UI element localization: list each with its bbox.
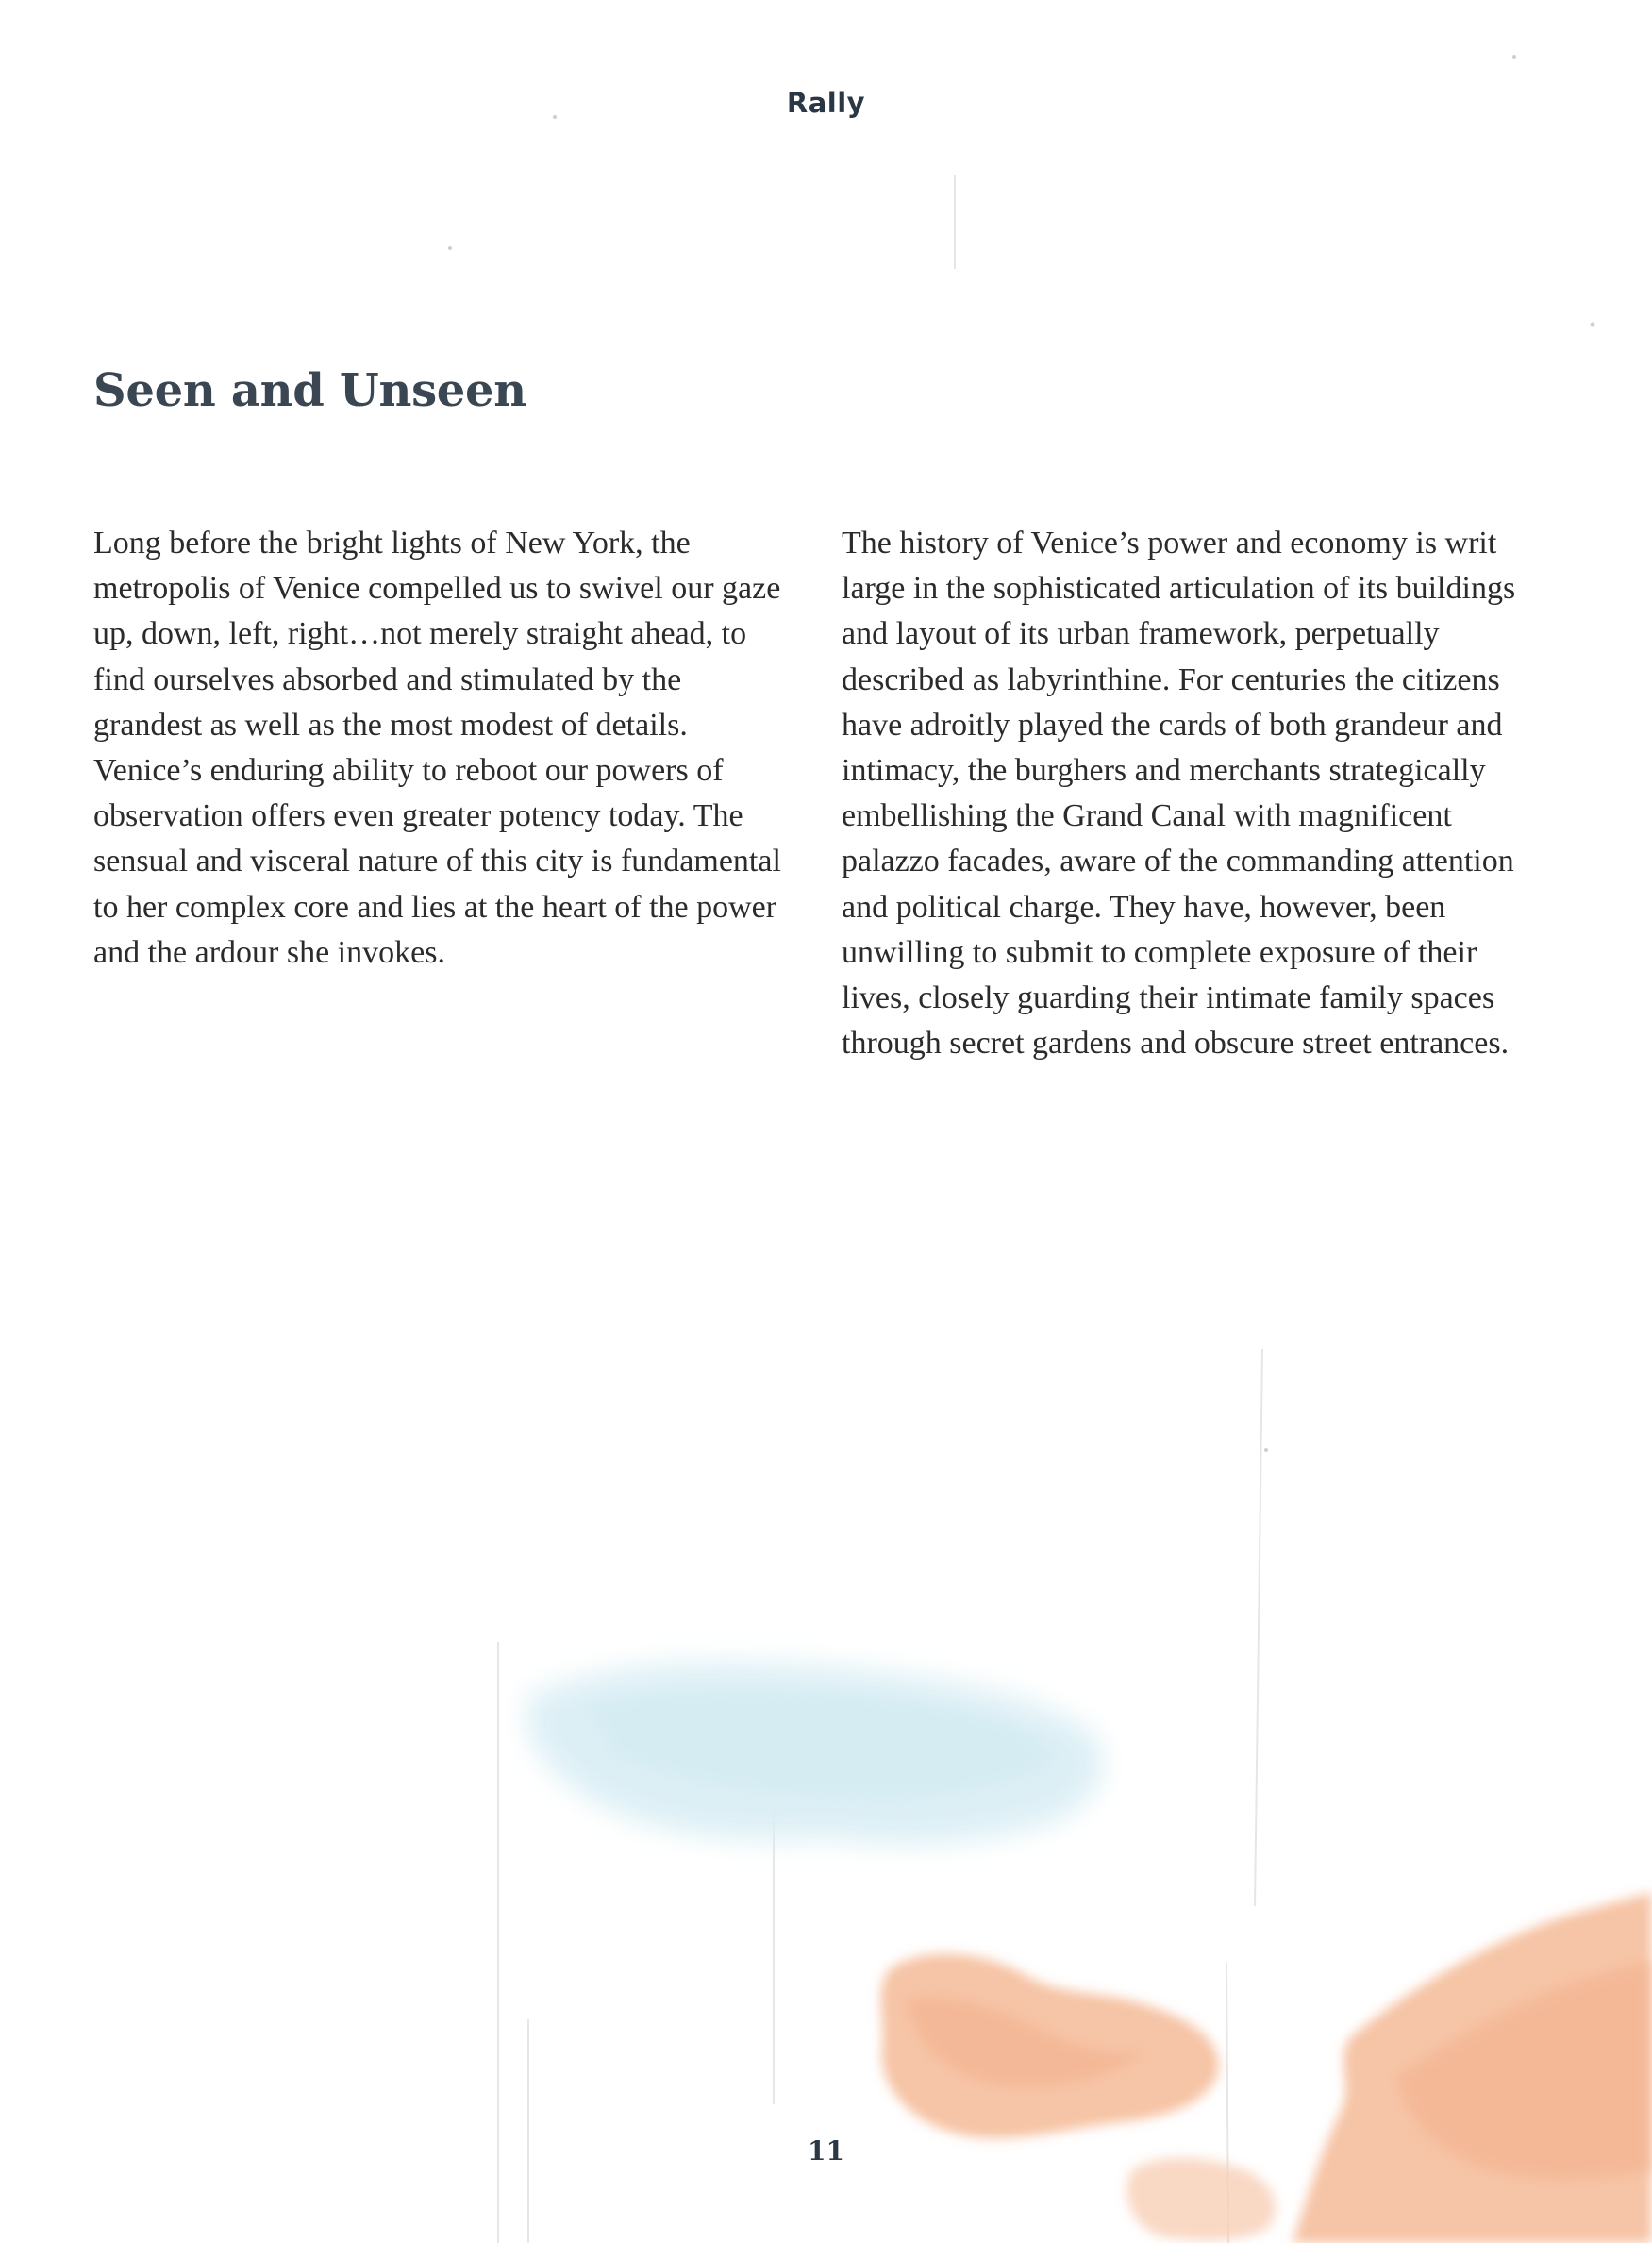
- page-title: Seen and Unseen: [93, 364, 526, 417]
- page-number: 11: [808, 2135, 844, 2167]
- body-paragraph-left: Long before the bright lights of New York, the metropolis of Venice compelled us to swivel our gaze up, down, left, right…not merely straight ahead, to find ourselves absorbed and stimulated by the grandest as well as the most modest of details. Venice’s enduring ability to reboot our powers of observation offers even greater potency today. The sensual and visceral nature of this city is fundamental to her complex core and lies at the heart of the power and the ardour she invokes.: [93, 526, 781, 970]
- running-head: Rally: [786, 87, 866, 119]
- blue-wash: [526, 1663, 1103, 1845]
- body-paragraph-right: The history of Venice’s power and economy is writ large in the sophisticated articulation of its buildings and layout of its urban framework, perpetually described as labyrinthine. For centuries the citizens have adroitly played the cards of both grandeur and intimacy, the burghers and merchants strategically embellishing the Grand Canal with magnificent palazzo facades, aware of the commanding attention and political charge. They have, however, been unwilling to submit to complete exposure of their lives, closely guarding their intimate family spaces through secret gardens and obscure street entrances.: [842, 526, 1516, 1062]
- peach-wash: [881, 1892, 1652, 2243]
